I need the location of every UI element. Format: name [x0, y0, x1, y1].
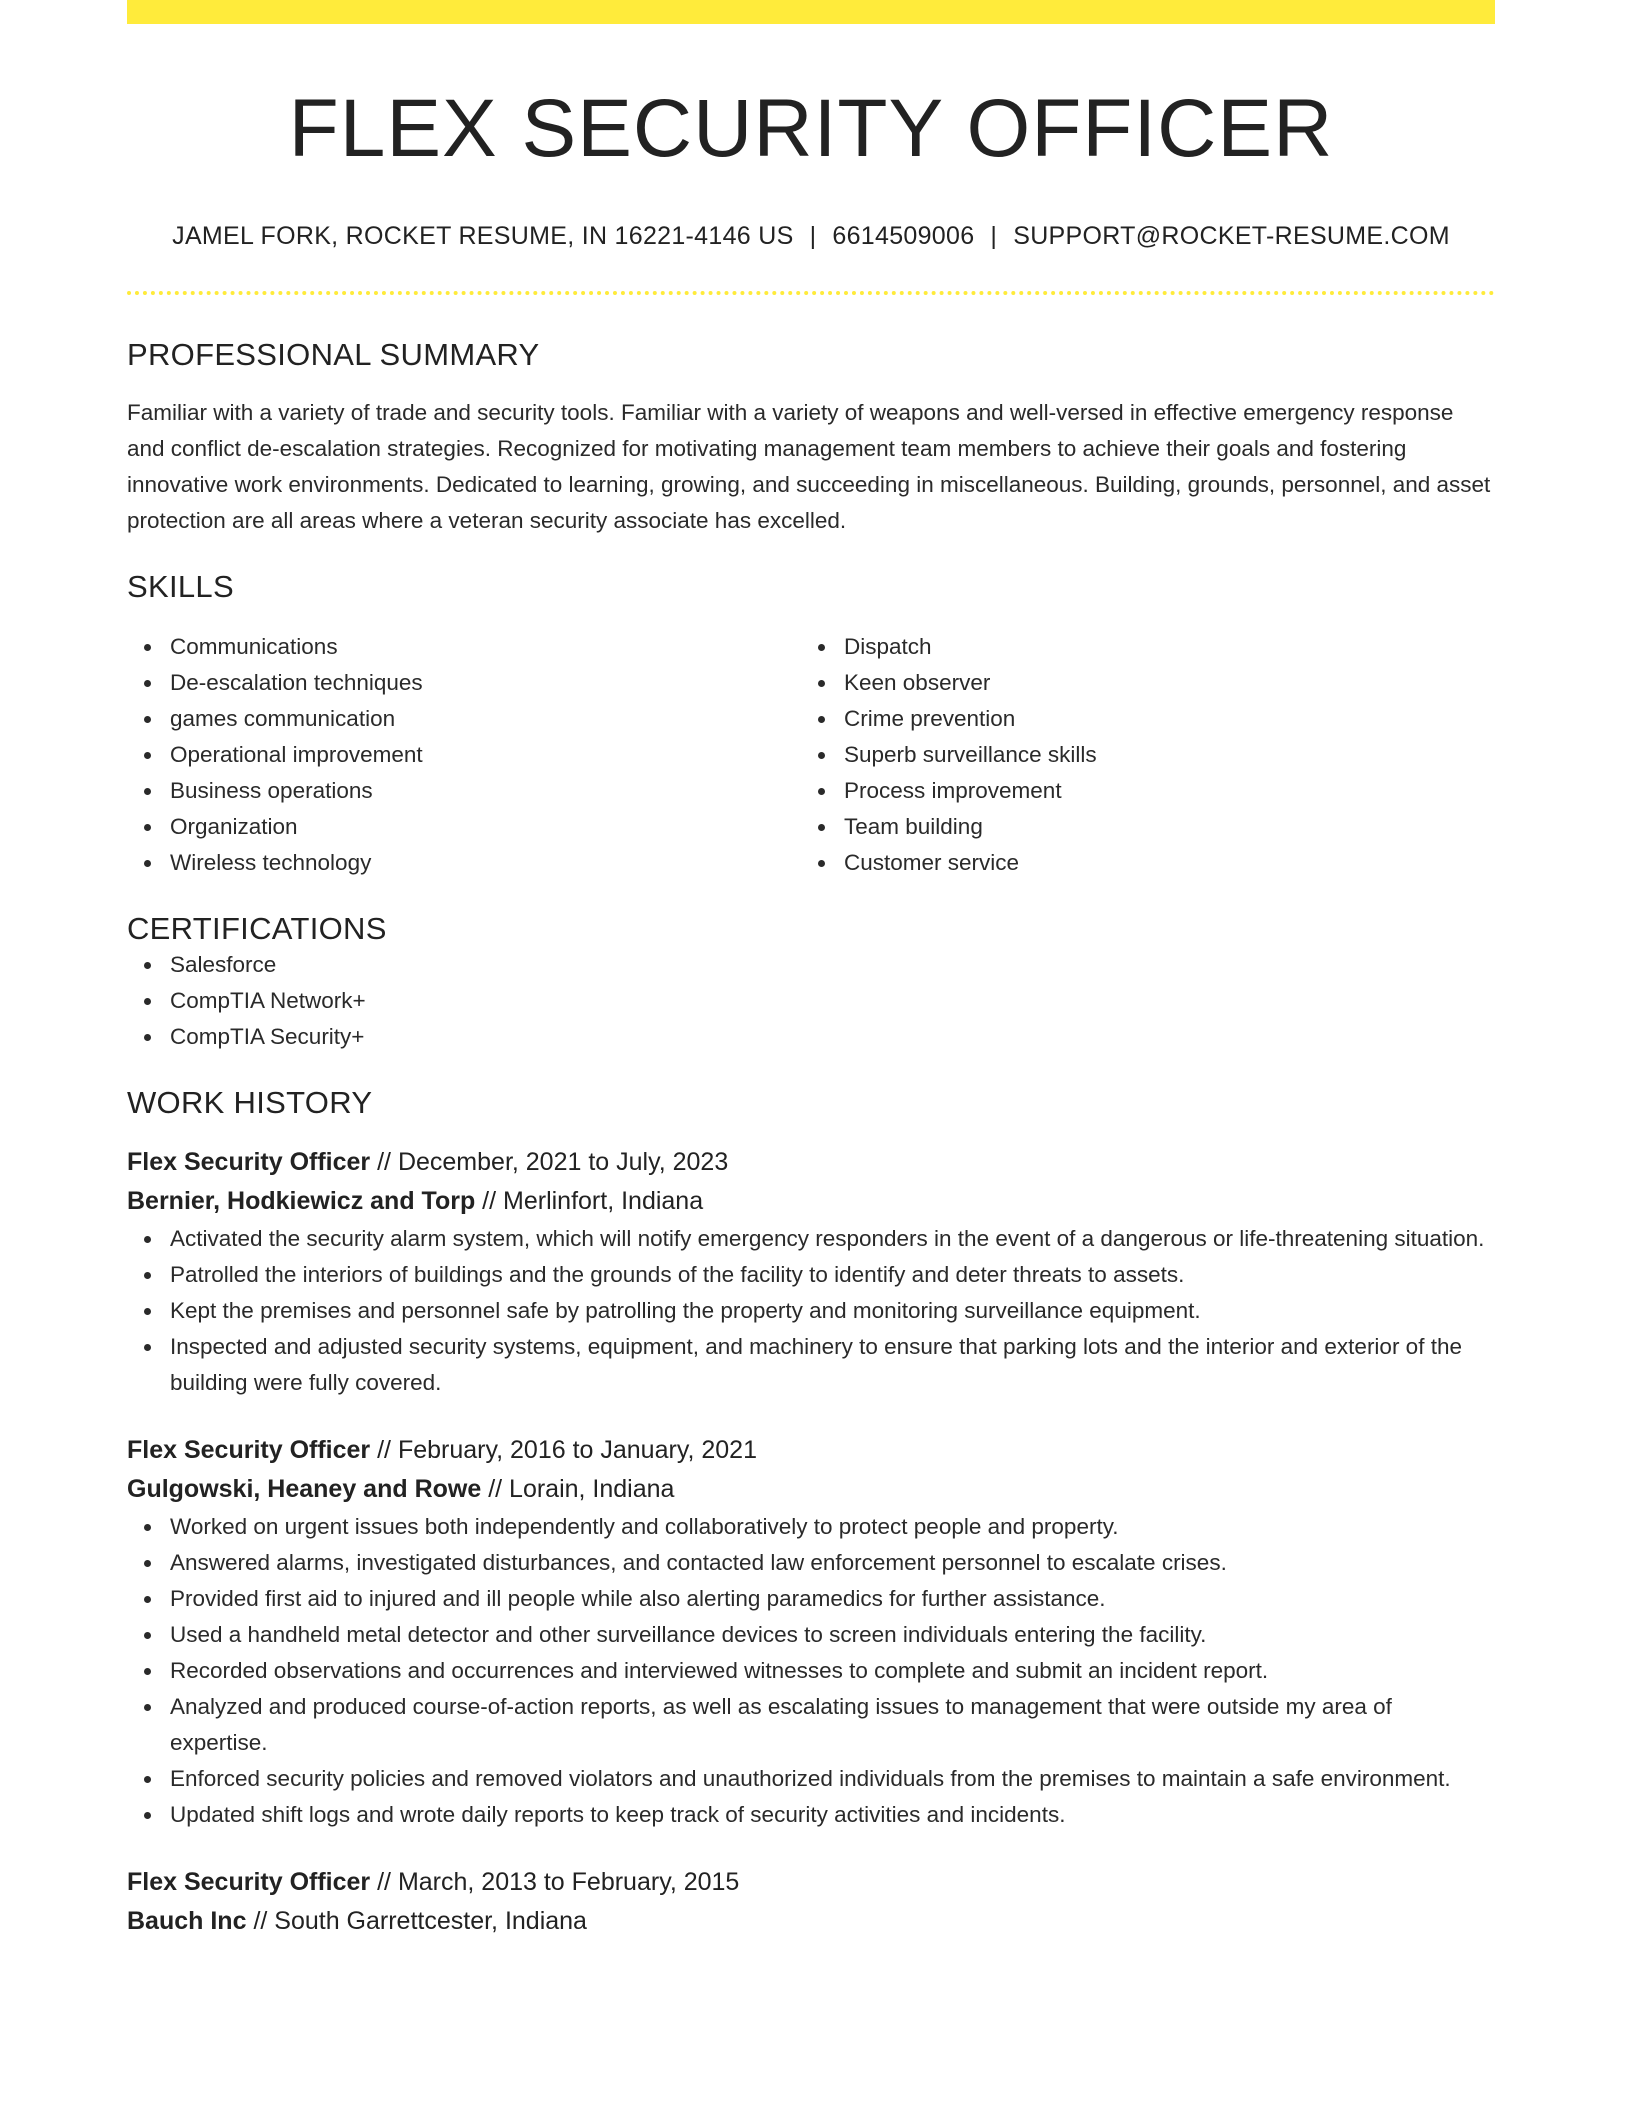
skill-item: Communications: [170, 629, 801, 665]
job-company: Bauch Inc: [127, 1907, 247, 1936]
job-duty-item: Recorded observations and occurrences and interviewed witnesses to complete and submit an incident report.: [170, 1653, 1495, 1689]
job-dates: // December, 2021 to July, 2023: [377, 1148, 729, 1177]
skill-item: games communication: [170, 701, 801, 737]
job-dates: // March, 2013 to February, 2015: [377, 1868, 740, 1897]
skills-list-right: [801, 629, 1475, 881]
job-duty-item: Enforced security policies and removed violators and unauthorized individuals from the premises to maintain a safe environment.: [170, 1761, 1495, 1797]
contact-phone: 6614509006: [832, 222, 975, 251]
job-company-line: [127, 1902, 1495, 1941]
job-duties-list: [127, 1221, 1495, 1401]
skill-item: Dispatch: [844, 629, 1475, 665]
skill-item: Process improvement: [844, 773, 1475, 809]
job-duty-item: Updated shift logs and wrote daily reports to keep track of security activities and incidents.: [170, 1797, 1495, 1833]
skill-item: Keen observer: [844, 665, 1475, 701]
dotted-divider: [127, 291, 1495, 295]
skills-columns: [127, 629, 1495, 881]
job-company: Gulgowski, Heaney and Rowe: [127, 1475, 482, 1504]
certifications-list: [127, 947, 1495, 1055]
summary-text: Familiar with a variety of trade and security tools. Familiar with a variety of weapons and well-versed in effective emergency response and conflict de-escalation strategies. Recognized for motivating management team members to achieve their goals and fostering innovative work environments. Dedicated to learning, growing, and succeeding in miscellaneous. Building, grounds, personnel, and asset protection are all areas where a veteran security associate has excelled.: [127, 400, 1491, 534]
section-heading-skills: SKILLS: [127, 569, 234, 605]
skills-column-left: [127, 629, 801, 881]
job-title: Flex Security Officer: [127, 1868, 371, 1897]
job-title: Flex Security Officer: [127, 1436, 371, 1465]
skill-item: Team building: [844, 809, 1475, 845]
contact-line: [127, 222, 1495, 251]
job-title: Flex Security Officer: [127, 1148, 371, 1177]
job-location: // Lorain, Indiana: [488, 1475, 675, 1504]
job-duties-list: [127, 1509, 1495, 1833]
job-entry: [127, 1431, 1495, 1833]
job-company-line: [127, 1182, 1495, 1221]
job-duty-item: Patrolled the interiors of buildings and the grounds of the facility to identify and deter threats to assets.: [170, 1257, 1495, 1293]
skill-item: Superb surveillance skills: [844, 737, 1475, 773]
job-duty-item: Analyzed and produced course-of-action reports, as well as escalating issues to management that were outside my area of expertise.: [170, 1689, 1495, 1761]
contact-email: SUPPORT@ROCKET-RESUME.COM: [1013, 222, 1450, 251]
skills-list-left: [127, 629, 801, 881]
section-heading-summary: PROFESSIONAL SUMMARY: [127, 337, 540, 373]
job-dates: // February, 2016 to January, 2021: [377, 1436, 757, 1465]
skill-item: Customer service: [844, 845, 1475, 881]
certification-item: CompTIA Network+: [170, 983, 1495, 1019]
skill-item: Wireless technology: [170, 845, 801, 881]
resume-page: [127, 0, 1495, 1941]
job-title-line: [127, 1863, 1495, 1902]
job-entry: [127, 1863, 1495, 1941]
resume-title: FLEX SECURITY OFFICER: [288, 83, 1334, 174]
job-duty-item: Used a handheld metal detector and other surveillance devices to screen individuals entering the facility.: [170, 1617, 1495, 1653]
contact-separator: |: [990, 222, 998, 251]
skill-item: Operational improvement: [170, 737, 801, 773]
contact-address: JAMEL FORK, ROCKET RESUME, IN 16221-4146 US: [172, 222, 794, 251]
job-location: // South Garrettcester, Indiana: [253, 1907, 587, 1936]
job-duty-item: Worked on urgent issues both independently and collaboratively to protect people and property.: [170, 1509, 1495, 1545]
job-company: Bernier, Hodkiewicz and Torp: [127, 1187, 476, 1216]
section-heading-certifications: CERTIFICATIONS: [127, 911, 387, 947]
skill-item: Crime prevention: [844, 701, 1475, 737]
section-heading-work-history: WORK HISTORY: [127, 1085, 373, 1121]
job-duty-item: Kept the premises and personnel safe by patrolling the property and monitoring surveillance equipment.: [170, 1293, 1495, 1329]
work-history-list: [127, 1143, 1495, 1941]
skills-column-right: [801, 629, 1475, 881]
certification-item: CompTIA Security+: [170, 1019, 1495, 1055]
job-duty-item: Inspected and adjusted security systems, equipment, and machinery to ensure that parking lots and the interior and exterior of the building were fully covered.: [170, 1329, 1495, 1401]
skill-item: Organization: [170, 809, 801, 845]
accent-top-bar: [127, 0, 1495, 24]
job-title-line: [127, 1143, 1495, 1182]
job-duty-item: Answered alarms, investigated disturbances, and contacted law enforcement personnel to escalate crises.: [170, 1545, 1495, 1581]
certification-item: Salesforce: [170, 947, 1495, 983]
job-company-line: [127, 1470, 1495, 1509]
job-location: // Merlinfort, Indiana: [482, 1187, 704, 1216]
job-title-line: [127, 1431, 1495, 1470]
skill-item: Business operations: [170, 773, 801, 809]
job-entry: [127, 1143, 1495, 1401]
job-duty-item: Activated the security alarm system, which will notify emergency responders in the event of a dangerous or life-threatening situation.: [170, 1221, 1495, 1257]
contact-separator: |: [809, 222, 817, 251]
job-duty-item: Provided first aid to injured and ill people while also alerting paramedics for further assistance.: [170, 1581, 1495, 1617]
skill-item: De-escalation techniques: [170, 665, 801, 701]
